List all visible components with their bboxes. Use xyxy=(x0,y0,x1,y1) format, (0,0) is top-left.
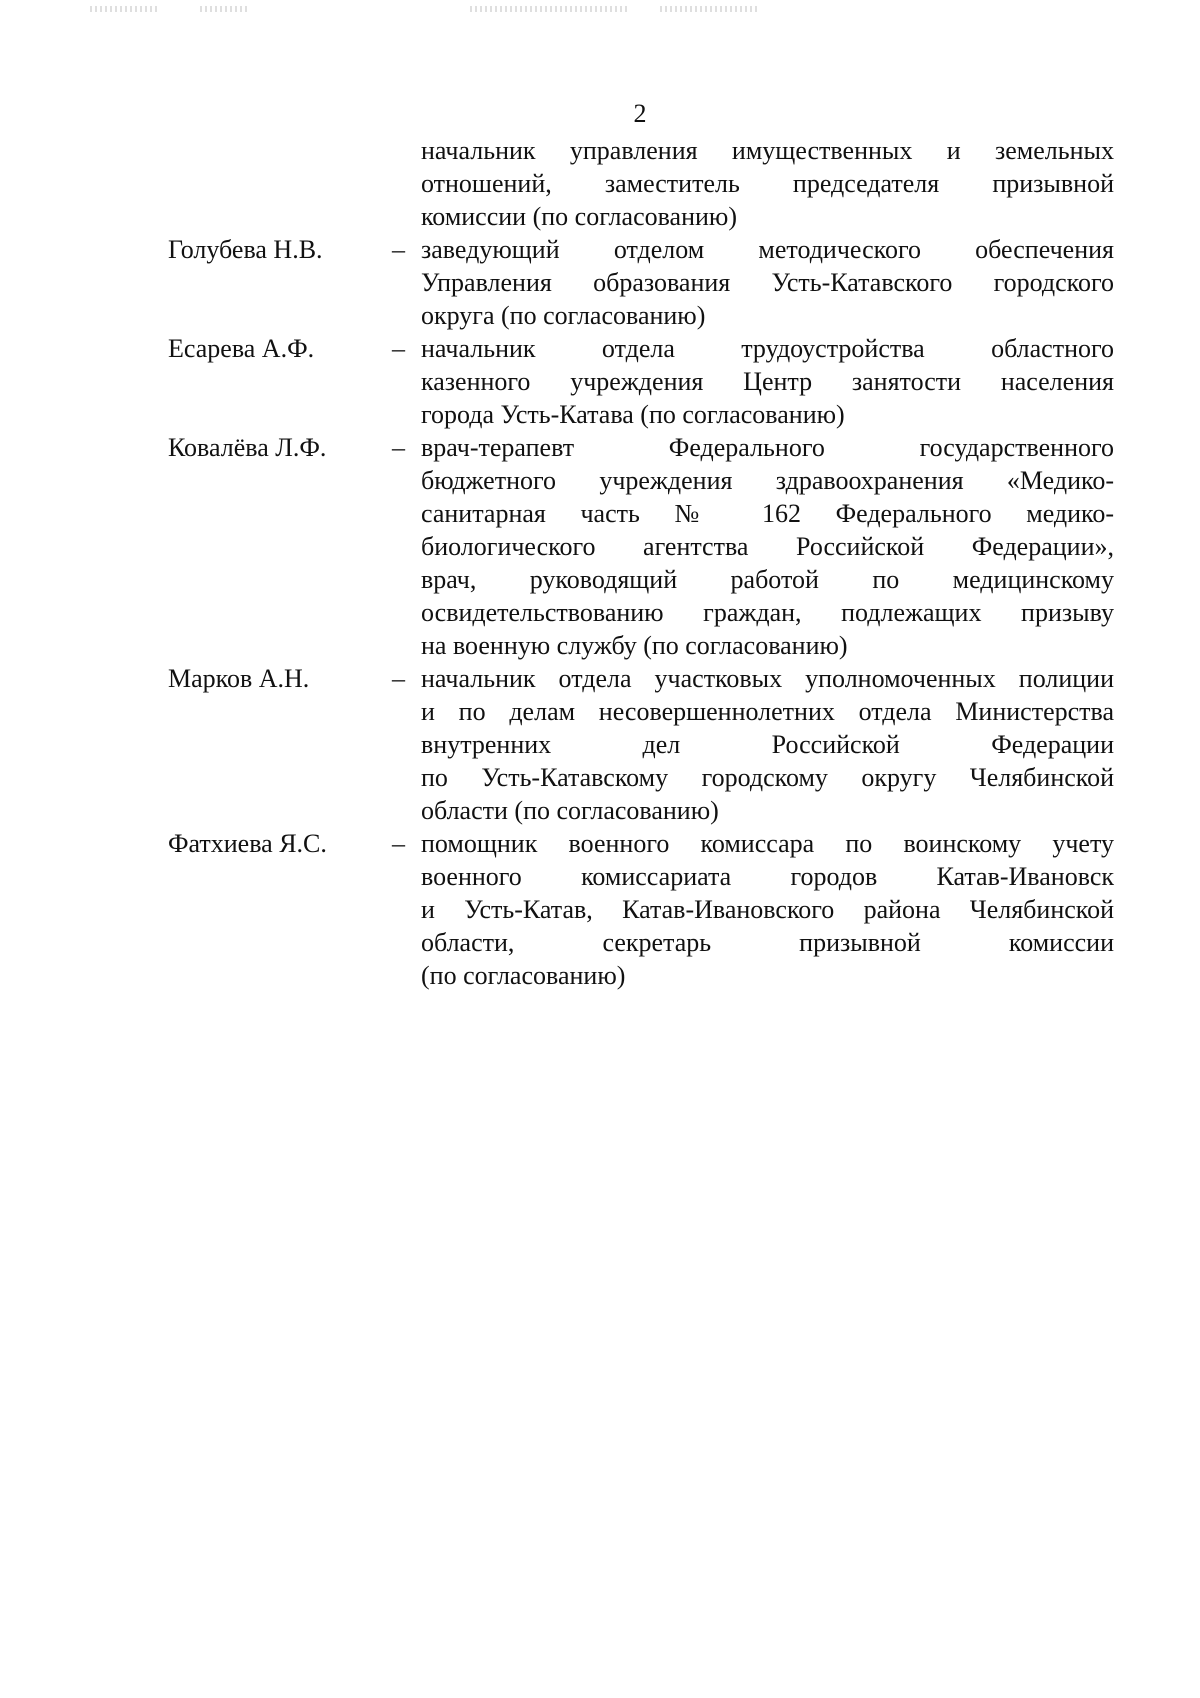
position-line: области (по согласованию) xyxy=(421,796,719,825)
member-position xyxy=(421,332,1114,431)
scan-artifact xyxy=(200,6,250,12)
position-line: Управления образования Усть-Катавского городского xyxy=(421,268,1114,297)
scan-artifact xyxy=(470,6,630,12)
member-name: Есарева А.Ф. xyxy=(168,334,315,363)
position-line: (по согласованию) xyxy=(421,961,626,990)
member-row xyxy=(0,233,1200,332)
member-position xyxy=(421,662,1114,827)
member-dash: – xyxy=(392,829,405,858)
scan-artifact xyxy=(660,6,760,12)
member-dash: – xyxy=(392,334,405,363)
member-row xyxy=(0,662,1200,827)
scan-artifact xyxy=(90,6,160,12)
position-line: биологического агентства Российской Федерации», xyxy=(421,532,1114,561)
position-line: комиссии (по согласованию) xyxy=(421,202,737,231)
member-position xyxy=(421,827,1114,992)
position-line: внутренних дел Российской Федерации xyxy=(421,730,1114,759)
position-line: врач, руководящий работой по медицинскому xyxy=(421,565,1114,594)
member-dash: – xyxy=(392,235,405,264)
member-row xyxy=(0,827,1200,992)
member-name: Ковалёва Л.Ф. xyxy=(168,433,327,462)
position-line: военного комиссариата городов Катав-Ивановск xyxy=(421,862,1114,891)
position-line: бюджетного учреждения здравоохранения «Медико- xyxy=(421,466,1114,495)
position-line: по Усть-Катавскому городскому округу Челябинской xyxy=(421,763,1114,792)
member-name: Марков А.Н. xyxy=(168,664,310,693)
member-row xyxy=(0,431,1200,662)
position-line: начальник отдела трудоустройства областного xyxy=(421,334,1114,363)
position-line: санитарная часть № 162 Федерального медико- xyxy=(421,499,1114,528)
position-line: освидетельствованию граждан, подлежащих призыву xyxy=(421,598,1114,627)
position-line: и по делам несовершеннолетних отдела Министерства xyxy=(421,697,1114,726)
member-row xyxy=(0,332,1200,431)
member-name: Фатхиева Я.С. xyxy=(168,829,327,858)
member-position xyxy=(421,431,1114,662)
member-dash: – xyxy=(392,433,405,462)
position-line: начальник отдела участковых уполномоченных полиции xyxy=(421,664,1114,693)
position-line: отношений, заместитель председателя призывной xyxy=(421,169,1114,198)
position-line: начальник управления имущественных и земельных xyxy=(421,136,1114,165)
member-row xyxy=(0,134,1200,233)
position-line: на военную службу (по согласованию) xyxy=(421,631,848,660)
commission-members-list xyxy=(0,134,1200,992)
position-line: округа (по согласованию) xyxy=(421,301,706,330)
position-line: области, секретарь призывной комиссии xyxy=(421,928,1114,957)
page-number: 2 xyxy=(633,99,647,128)
position-line: заведующий отделом методического обеспечения xyxy=(421,235,1114,264)
member-position xyxy=(421,233,1114,332)
position-line: помощник военного комиссара по воинскому учету xyxy=(421,829,1114,858)
position-line: казенного учреждения Центр занятости населения xyxy=(421,367,1114,396)
position-line: и Усть-Катав, Катав-Ивановского района Челябинской xyxy=(421,895,1114,924)
member-dash: – xyxy=(392,664,405,693)
member-position xyxy=(421,134,1114,233)
position-line: врач-терапевт Федерального государственного xyxy=(421,433,1114,462)
position-line: города Усть-Катава (по согласованию) xyxy=(421,400,845,429)
member-name: Голубева Н.В. xyxy=(168,235,323,264)
